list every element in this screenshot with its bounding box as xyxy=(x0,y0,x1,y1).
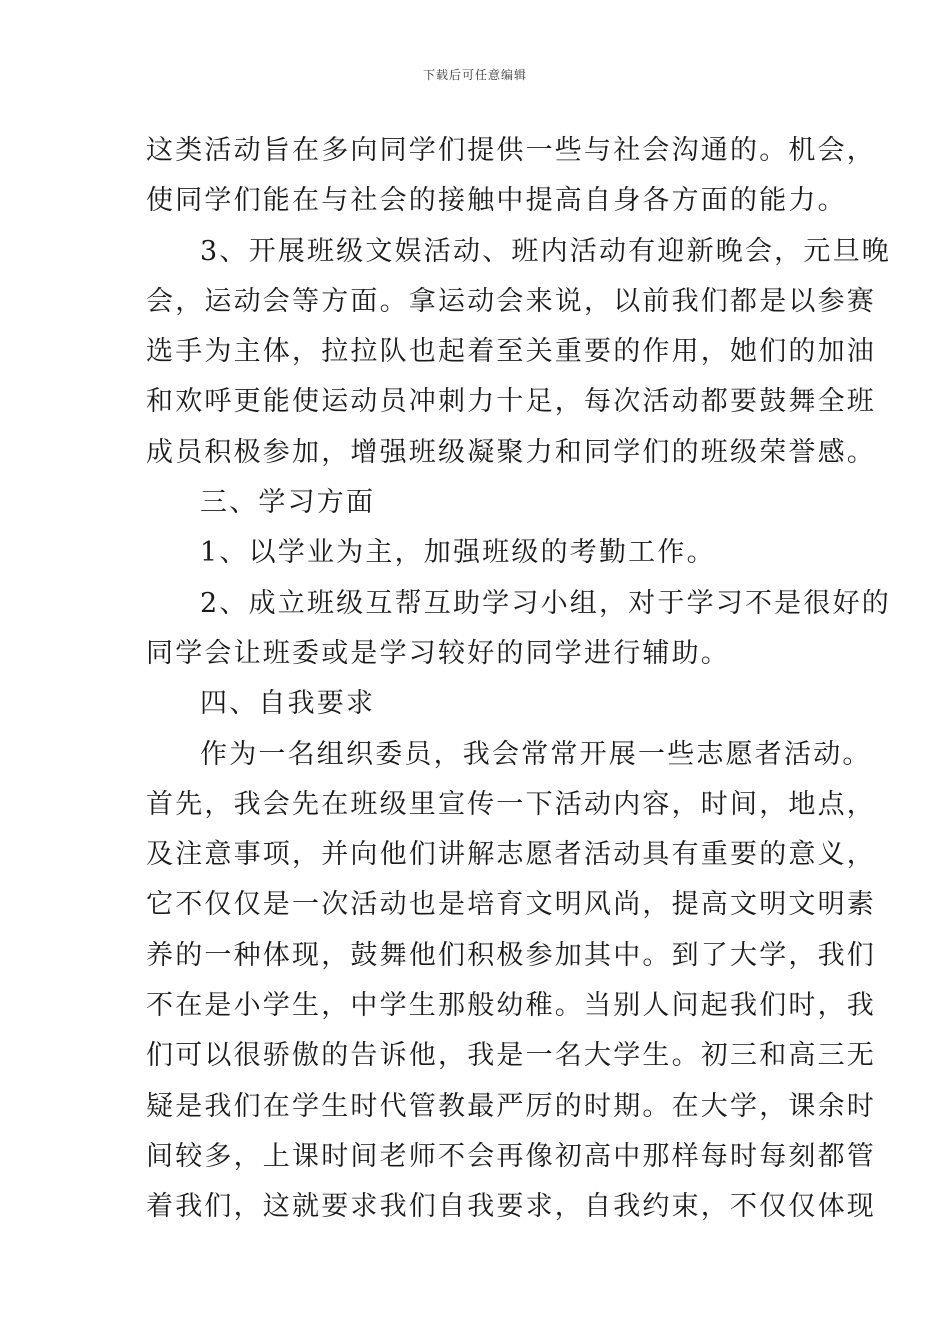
header-note: 下载后可任意编辑 xyxy=(422,68,527,82)
text-line: 疑是我们在学生时代管教最严厉的时期。在大学，课余时 xyxy=(146,1090,876,1122)
text-line: 着我们，这就要求我们自我要求，自我约束，不仅仅体现 xyxy=(146,1191,876,1223)
text-line: 不在是小学生，中学生那般幼稚。当别人问起我们时，我 xyxy=(146,990,876,1022)
text-line: 养的一种体现，鼓舞他们积极参加其中。到了大学，我们 xyxy=(146,939,876,971)
text-line: 使同学们能在与社会的接触中提高自身各方面的能力。 xyxy=(146,185,847,217)
text-line: 们可以很骄傲的告诉他，我是一名大学生。初三和高三无 xyxy=(146,1040,876,1072)
section-heading: 三、学习方面 xyxy=(200,487,376,519)
text-line: 同学会让班委或是学习较好的同学进行辅助。 xyxy=(146,637,730,669)
text-line: 和欢呼更能使运动员冲刺力十足，每次活动都要鼓舞全班 xyxy=(146,386,876,418)
text-line: 会，运动会等方面。拿运动会来说，以前我们都是以参赛 xyxy=(146,285,876,317)
text-line: 选手为主体，拉拉队也起着至关重要的作用，她们的加油 xyxy=(146,336,876,368)
text-line: 间较多，上课时间老师不会再像初高中那样每时每刻都管 xyxy=(146,1140,876,1172)
text-line: 首先，我会先在班级里宣传一下活动内容，时间，地点， xyxy=(146,788,876,820)
body-text xyxy=(146,126,891,1233)
text-line: 3、开展班级文娱活动、班内活动有迎新晚会，元旦晚 xyxy=(200,235,891,267)
text-line: 2、成立班级互帮互助学习小组，对于学习不是很好的 xyxy=(200,587,891,619)
text-line: 及注意事项，并向他们讲解志愿者活动具有重要的意义， xyxy=(146,839,876,871)
text-line: 1、以学业为主，加强班级的考勤工作。 xyxy=(200,537,716,569)
text-line: 这类活动旨在多向同学们提供一些与社会沟通的。机会， xyxy=(146,135,876,166)
text-line: 成员积极参加，增强班级凝聚力和同学们的班级荣誉感。 xyxy=(146,436,876,468)
section-heading: 四、自我要求 xyxy=(200,688,376,720)
text-line: 作为一名组织委员，我会常常开展一些志愿者活动。 xyxy=(200,738,872,770)
text-line: 它不仅仅是一次活动也是培育文明风尚，提高文明文明素 xyxy=(146,889,876,921)
